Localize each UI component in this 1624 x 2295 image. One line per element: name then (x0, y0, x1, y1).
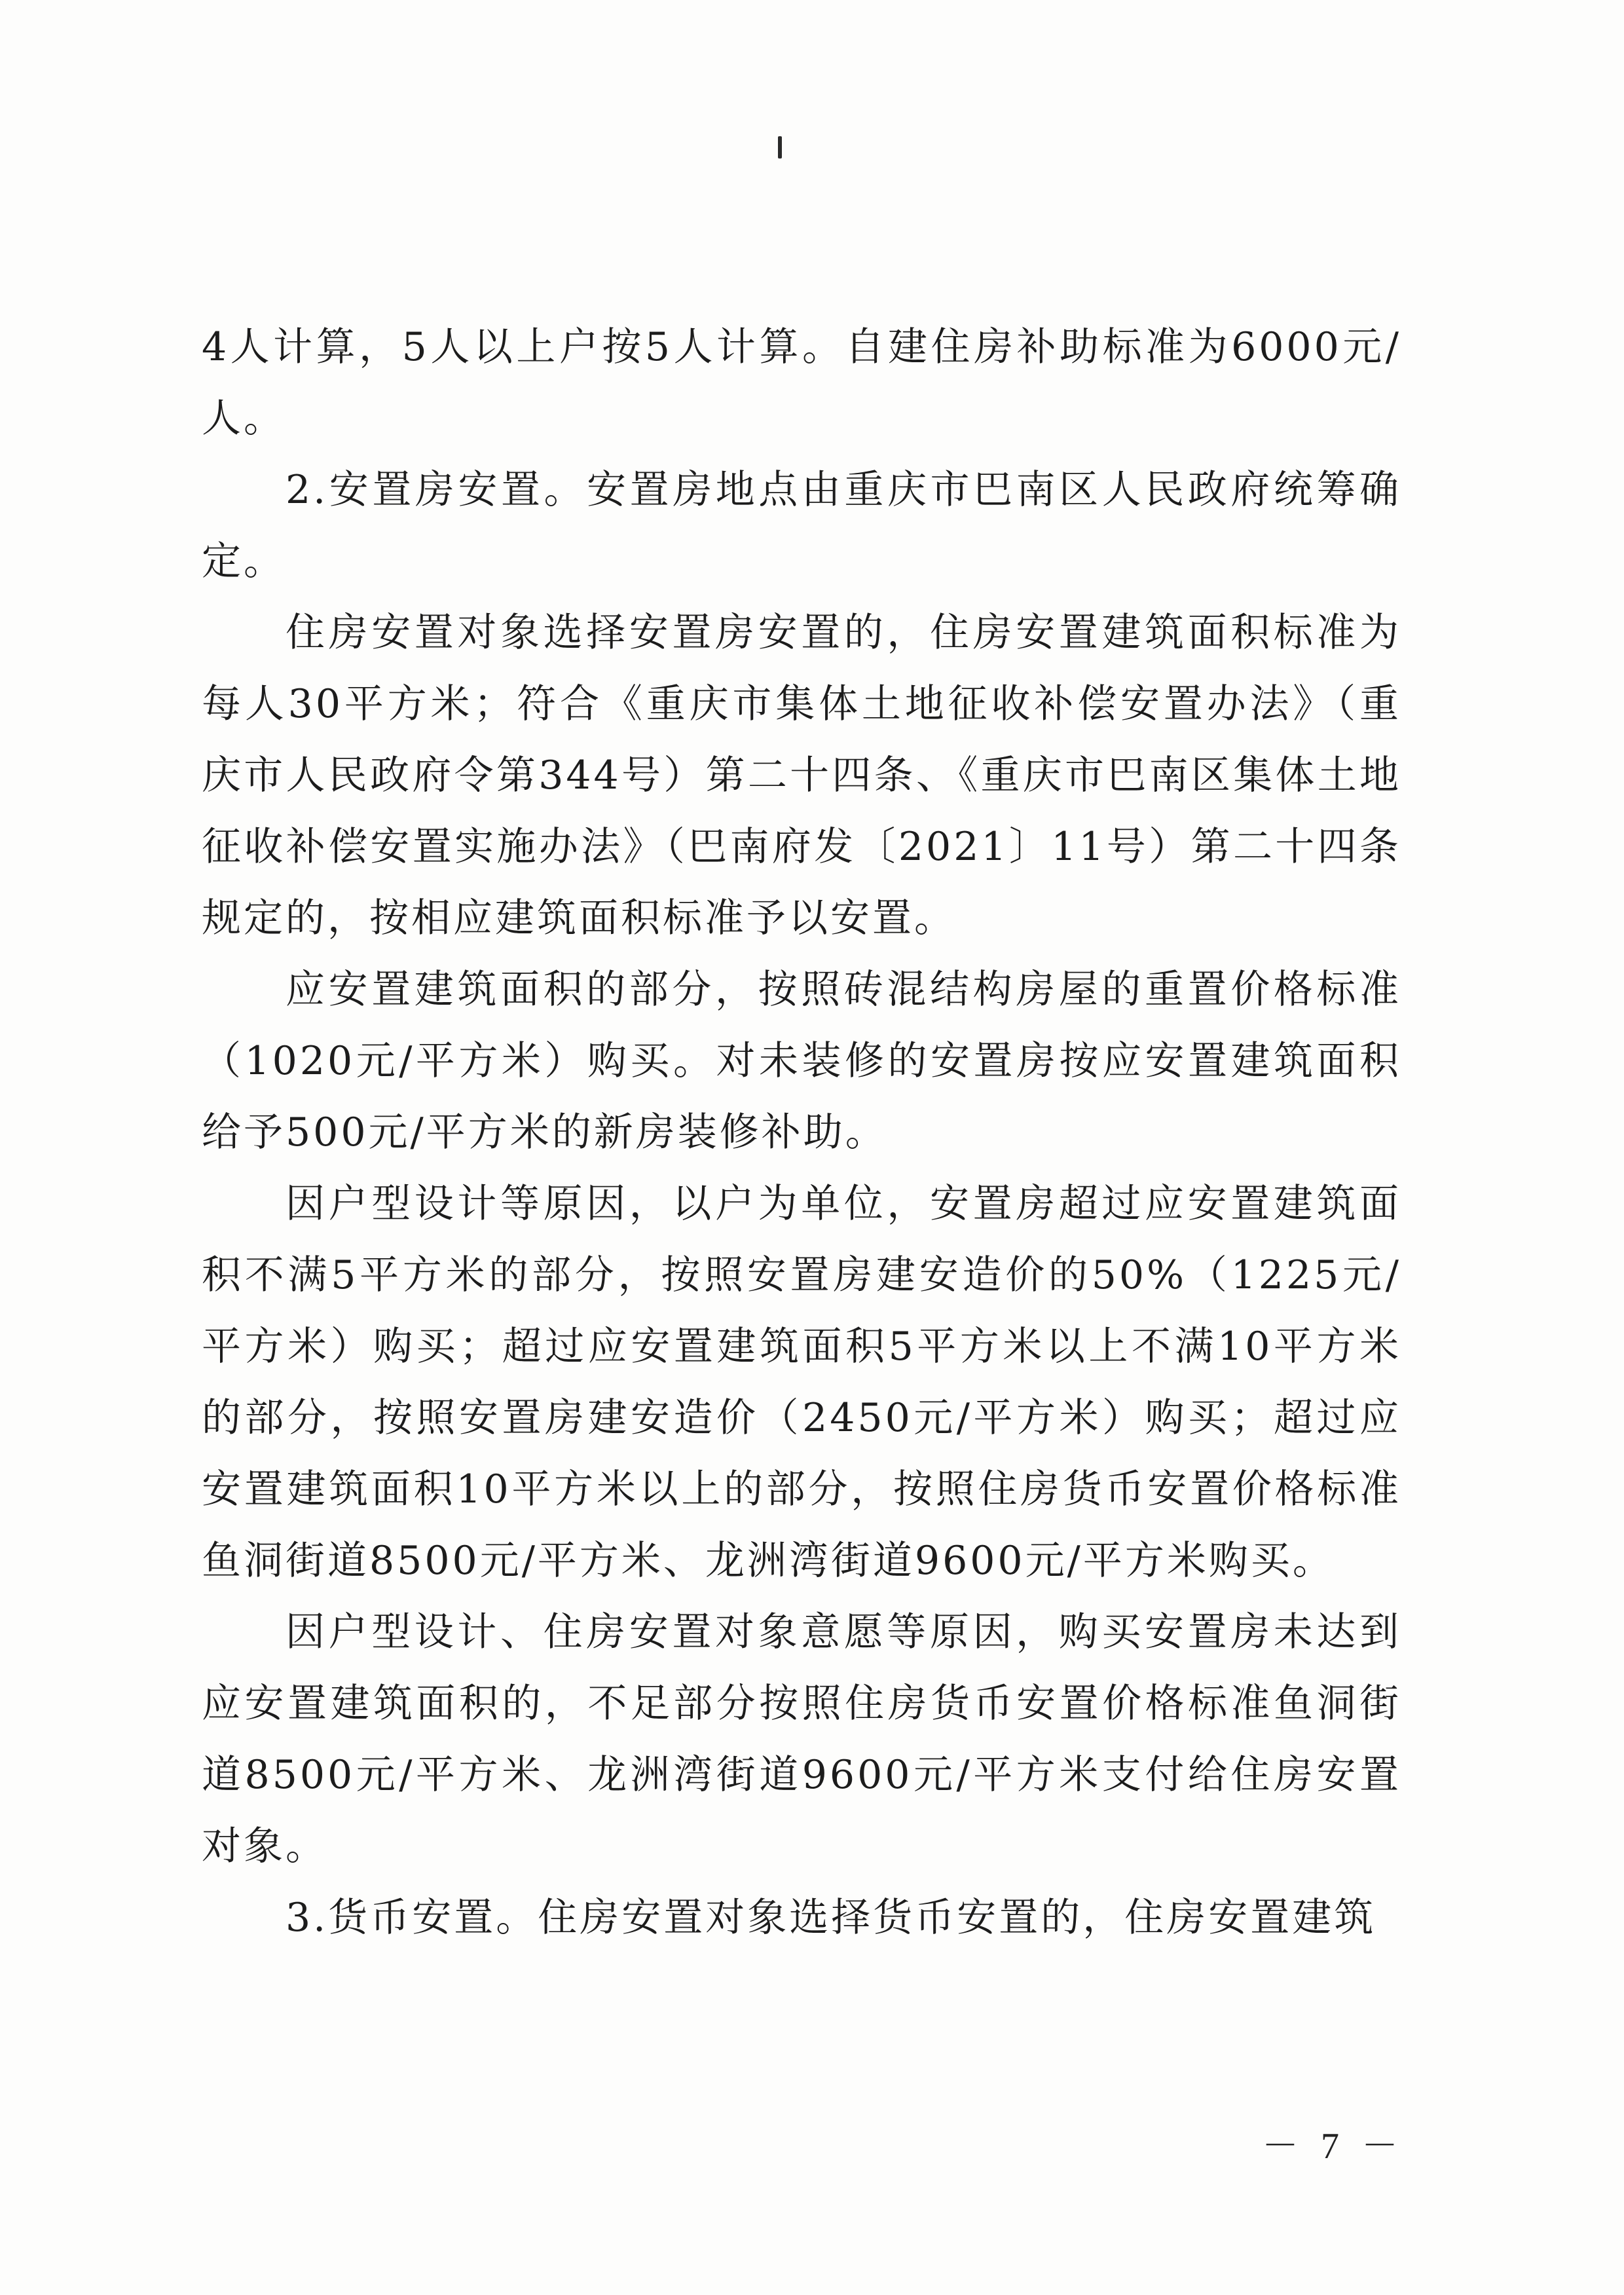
paragraph-3: 住房安置对象选择安置房安置的，住房安置建筑面积标准为每人30平方米；符合《重庆市集体土地征收补偿安置办法》（重庆市人民政府令第344号）第二十四条、《重庆市巴南区集体土地征收补偿安置实施办法》（巴南府发〔2021〕11号）第二十四条规定的，按相应建筑面积标准予以安置。 (202, 610, 1401, 941)
paragraph-6: 因户型设计、住房安置对象意愿等原因，购买安置房未达到应安置建筑面积的，不足部分按照住房货币安置价格标准鱼洞街道8500元/平方米、龙洲湾街道9600元/平方米支付给住房安置对象。 (202, 1609, 1401, 1869)
paragraph-5: 因户型设计等原因，以户为单位，安置房超过应安置建筑面积不满5平方米的部分，按照安置房建安造价的50%（1225元/平方米）购买；超过应安置建筑面积5平方米以上不满10平方米的部分，按照安置房建安造价（2450元/平方米）购买；超过应安置建筑面积10平方米以上的部分，按照住房货币安置价格标准鱼洞街道8500元/平方米、龙洲湾街道9600元/平方米购买。 (202, 1181, 1401, 1584)
document-body (202, 312, 1401, 1954)
paragraph-4: 应安置建筑面积的部分，按照砖混结构房屋的重置价格标准（1020元/平方米）购买。对未装修的安置房按应安置建筑面积给予500元/平方米的新房装修补助。 (202, 967, 1401, 1155)
page-number: － 7 － (1262, 2126, 1405, 2167)
paragraph-1: 4人计算，5人以上户按5人计算。自建住房补助标准为6000元/人。 (202, 324, 1401, 441)
scan-mark (778, 136, 782, 159)
paragraph-7: 3.货币安置。住房安置对象选择货币安置的，住房安置建筑 (286, 1895, 1376, 1941)
paragraph-2: 2.安置房安置。安置房地点由重庆市巴南区人民政府统筹确定。 (202, 467, 1401, 584)
